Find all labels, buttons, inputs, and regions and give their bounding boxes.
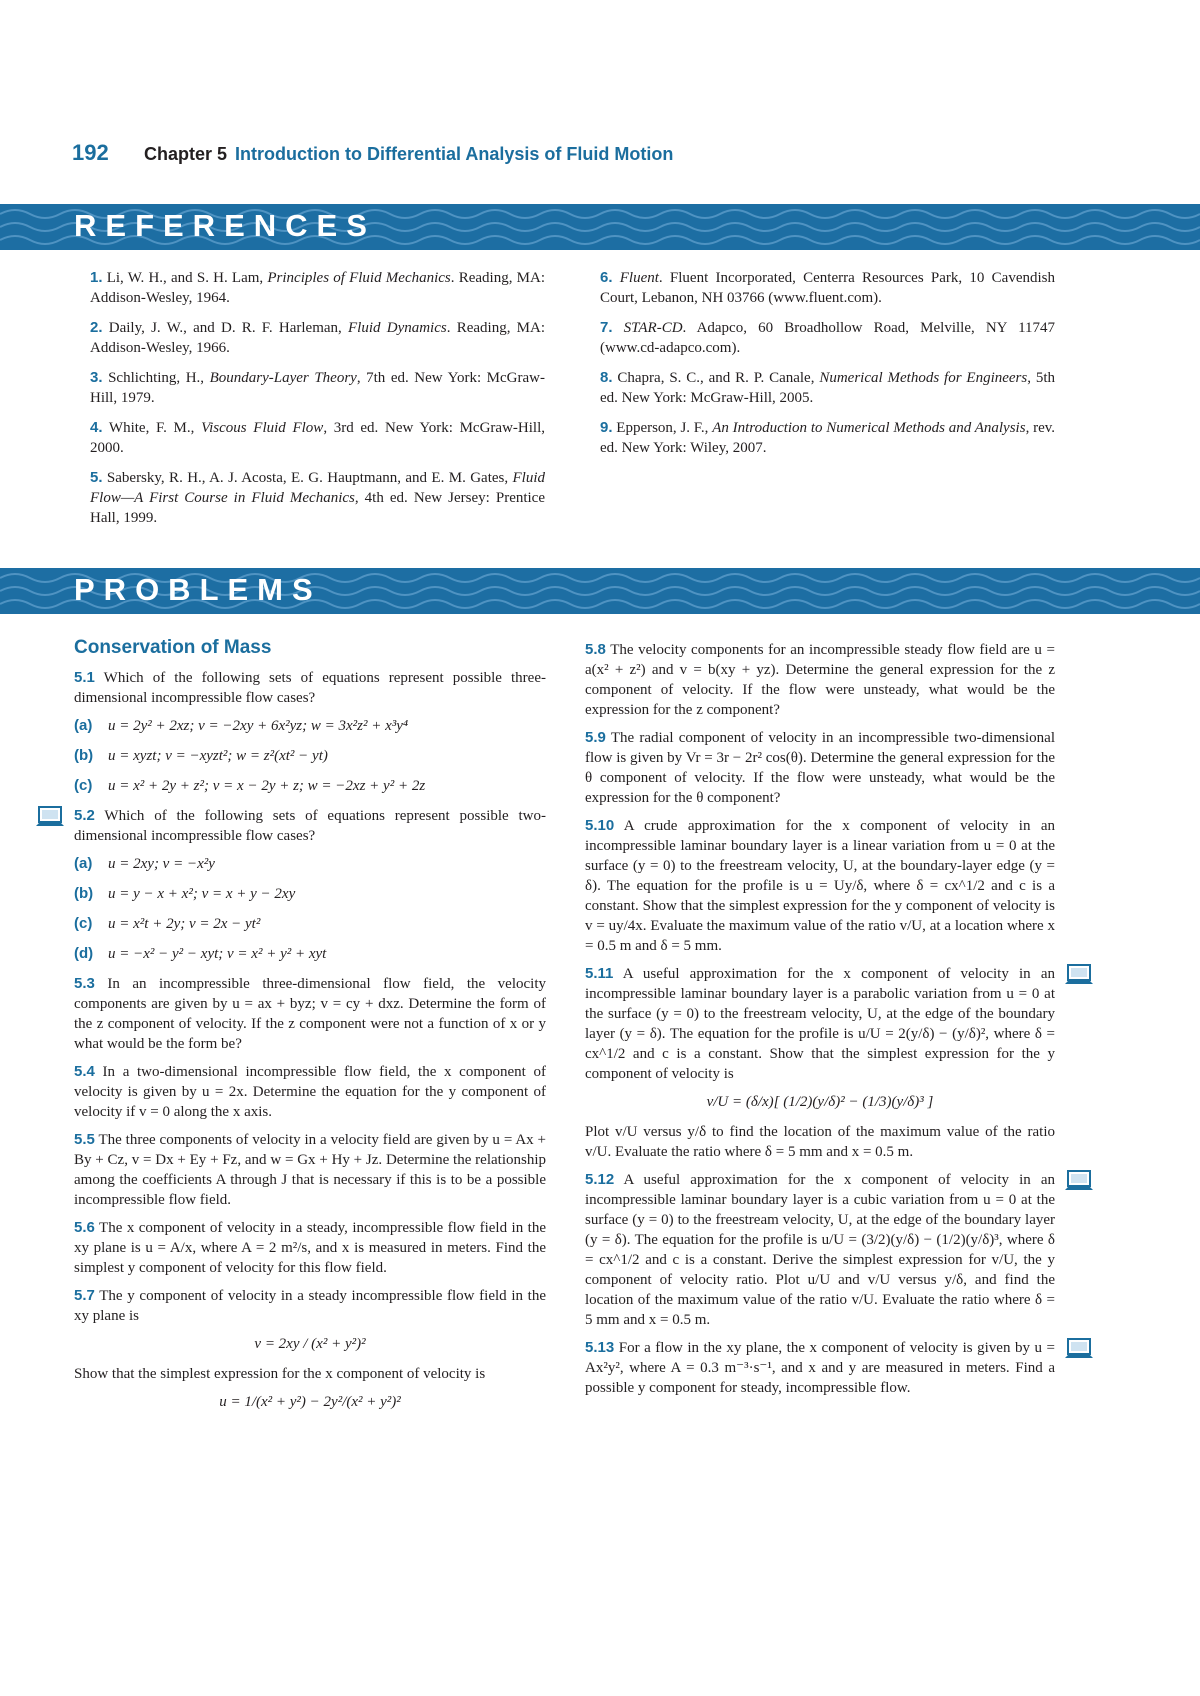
computer-icon xyxy=(1065,1170,1093,1192)
problem-part: (a) u = 2xy; v = −x²y xyxy=(74,855,215,872)
problems-banner xyxy=(0,568,1200,614)
problem-5-5: 5.5 The three components of velocity in a velocity field are given by u = Ax + By + Cz, v = Dx + Ey + Fz, and w = Gx + Hy + Jz. Determine the relationship among the coefficients A through J that is necessary if this is to be a possible incompressible flow field. xyxy=(74,1131,547,1208)
reference-item: 7. STAR-CD. Adapco, 60 Broadhollow Road, Melville, NY 11747 (www.cd-adapco.com). xyxy=(600,319,1056,356)
problem-part: (c) u = x² + 2y + z²; v = x − 2y + z; w = −2xz + y² + 2z xyxy=(74,777,426,794)
problem-part: (c) u = x²t + 2y; v = 2x − yt² xyxy=(74,915,261,932)
reference-item: 8. Chapra, S. C., and R. P. Canale, Numerical Methods for Engineers, 5th ed. New York: McGraw-Hill, 2005. xyxy=(600,369,1056,406)
equation: v = 2xy / (x² + y²)² xyxy=(254,1336,366,1352)
problem-part: (b) u = xyzt; v = −xyzt²; w = z²(xt² − yt) xyxy=(74,747,328,764)
problem-5-7: 5.7 The y component of velocity in a steady incompressible flow field in the xy plane is xyxy=(74,1287,547,1324)
problem-5-12: 5.12 A useful approximation for the x component of velocity in an incompressible laminar boundary layer is a cubic variation from u = 0 at the surface (y = 0) to the freestream velocity, U, at the edge of the boundary layer (y = δ). The equation for the profile is u/U = (3/2)(y/δ) − (1/2)(y/δ)³, where δ = cx^1/2 and c is a constant. Derive the simplest expression for v/U, the y component of velocity ratio. Plot u/U and v/U versus y/δ, and find the location of the maximum value of the ratio v/U. Evaluate the ratio where δ = 5 mm and x = 0.5 m. xyxy=(585,1170,1055,1330)
problem-5-4: 5.4 In a two-dimensional incompressible flow field, the x component of velocity is given by u = 2x. Determine the equation for the y component of velocity if v = 0 along the x axis. xyxy=(74,1063,546,1120)
chapter-label: Chapter 5 xyxy=(144,144,228,164)
problem-part: (d) u = −x² − y² − xyt; v = x² + y² + xyt xyxy=(74,945,327,962)
reference-item: 5. Sabersky, R. H., A. J. Acosta, E. G. Hauptmann, and E. M. Gates, Fluid Flow—A First Course in Fluid Mechanics, 4th ed. New Jersey: Prentice Hall, 1999. xyxy=(90,469,546,526)
problem-5-8: 5.8 The velocity components for an incompressible steady flow field are u = a(x² + z²) and v = b(xy + yz). Determine the general expression for the z component of velocity. If the flow were unsteady, what would be the expression for the z component? xyxy=(585,641,1055,718)
chapter-title: Introduction to Differential Analysis of Fluid Motion xyxy=(235,144,674,164)
problem-5-10: 5.10 A crude approximation for the x component of velocity in an incompressible laminar boundary layer is a linear variation from u = 0 at the surface (y = 0) to the freestream velocity, U, at the boundary-layer edge (y = δ). The equation for the profile is u = Uy/δ, where δ = cx^1/2 and c is a constant. Show that the simplest expression for the y component of velocity is v = uy/4x. Evaluate the maximum value of the ratio v/U, at a location where x = 0.5 m and δ = 5 mm. xyxy=(585,817,1055,954)
problem-5-6: 5.6 The x component of velocity in a steady, incompressible flow field in the xy plane is u = A/x, where A = 2 m²/s, and x is measured in meters. Find the simplest y component of velocity for this flow field. xyxy=(74,1219,546,1276)
running-head xyxy=(72,140,673,176)
reference-item: 9. Epperson, J. F., An Introduction to Numerical Methods and Analysis, rev. ed. New York: Wiley, 2007. xyxy=(600,419,1055,456)
problem-part: (a) u = 2y² + 2xz; v = −2xy + 6x²yz; w = 3x²z² + x³y⁴ xyxy=(74,717,409,734)
problems-title: PROBLEMS xyxy=(74,572,322,607)
problem-5-2: 5.2 Which of the following sets of equations represent possible two-dimensional incompressible flow cases? xyxy=(74,806,546,846)
references-title: REFERENCES xyxy=(74,208,376,243)
computer-icon xyxy=(1065,964,1093,986)
problem-5-13: 5.13 For a flow in the xy plane, the x component of velocity is given by u = Ax²y², where A = 0.3 m⁻³·s⁻¹, and x and y are measured in meters. Find a possible y component for steady, incompressible flow. xyxy=(585,1338,1055,1398)
equation: u = 1/(x² + y²) − 2y²/(x² + y²)² xyxy=(219,1394,401,1410)
section-heading: Conservation of Mass xyxy=(74,637,272,658)
references-banner xyxy=(0,204,1200,250)
references-right-column xyxy=(600,268,1055,468)
reference-item: 2. Daily, J. W., and D. R. F. Harleman, Fluid Dynamics. Reading, MA: Addison-Wesley, 1966. xyxy=(90,319,546,356)
computer-icon xyxy=(1065,1338,1093,1360)
problem-5-9: 5.9 The radial component of velocity in an incompressible two-dimensional flow is given by Vr = 3r − 2r² cos(θ). Determine the general expression for the θ component of velocity. If the flow were unsteady, what would be the expression for the θ component? xyxy=(585,729,1055,806)
references-left-column xyxy=(90,268,545,538)
problem-5-11: 5.11 A useful approximation for the x component of velocity in an incompressible laminar boundary layer is a parabolic variation from u = 0 at the surface (y = 0) to the freestream velocity, U, at the edge of the boundary layer (y = δ). The equation for the profile is u/U = 2(y/δ) − (y/δ)², where δ = cx^1/2 and c is a constant. Show that the simplest expression for the y component of velocity is xyxy=(585,964,1055,1084)
problem-text: Show that the simplest expression for the x component of velocity is xyxy=(74,1366,486,1382)
problems-left-column xyxy=(74,632,546,1422)
reference-item: 4. White, F. M., Viscous Fluid Flow, 3rd ed. New York: McGraw-Hill, 2000. xyxy=(90,419,545,456)
problem-part: (b) u = y − x + x²; v = x + y − 2xy xyxy=(74,885,296,902)
reference-item: 6. Fluent. Fluent Incorporated, Centerra Resources Park, 10 Cavendish Court, Lebanon, NH 03766 (www.fluent.com). xyxy=(600,269,1055,306)
reference-item: 3. Schlichting, H., Boundary-Layer Theory, 7th ed. New York: McGraw-Hill, 1979. xyxy=(90,369,545,406)
problem-5-3: 5.3 In an incompressible three-dimensional flow field, the velocity components are given by u = ax + byz; v = cy + dxz. Determine the form of the z component of velocity. If the z component were not a function of x or y what would be the form be? xyxy=(74,975,546,1052)
problem-5-1: 5.1 Which of the following sets of equations represent possible three-dimensional incompressible flow cases? xyxy=(74,669,546,706)
page-number: 192 xyxy=(72,140,109,165)
problems-right-column xyxy=(585,640,1055,1406)
problem-text: Plot v/U versus y/δ to find the location of the maximum value of the ratio v/U. Evaluate the ratio where δ = 5 mm and x = 0.5 m. xyxy=(585,1124,1055,1160)
reference-item: 1. Li, W. H., and S. H. Lam, Principles of Fluid Mechanics. Reading, MA: Addison-Wesley, 1964. xyxy=(90,269,546,306)
equation: v/U = (δ/x)[ (1/2)(y/δ)² − (1/3)(y/δ)³ ] xyxy=(706,1094,934,1110)
computer-icon xyxy=(36,806,64,828)
